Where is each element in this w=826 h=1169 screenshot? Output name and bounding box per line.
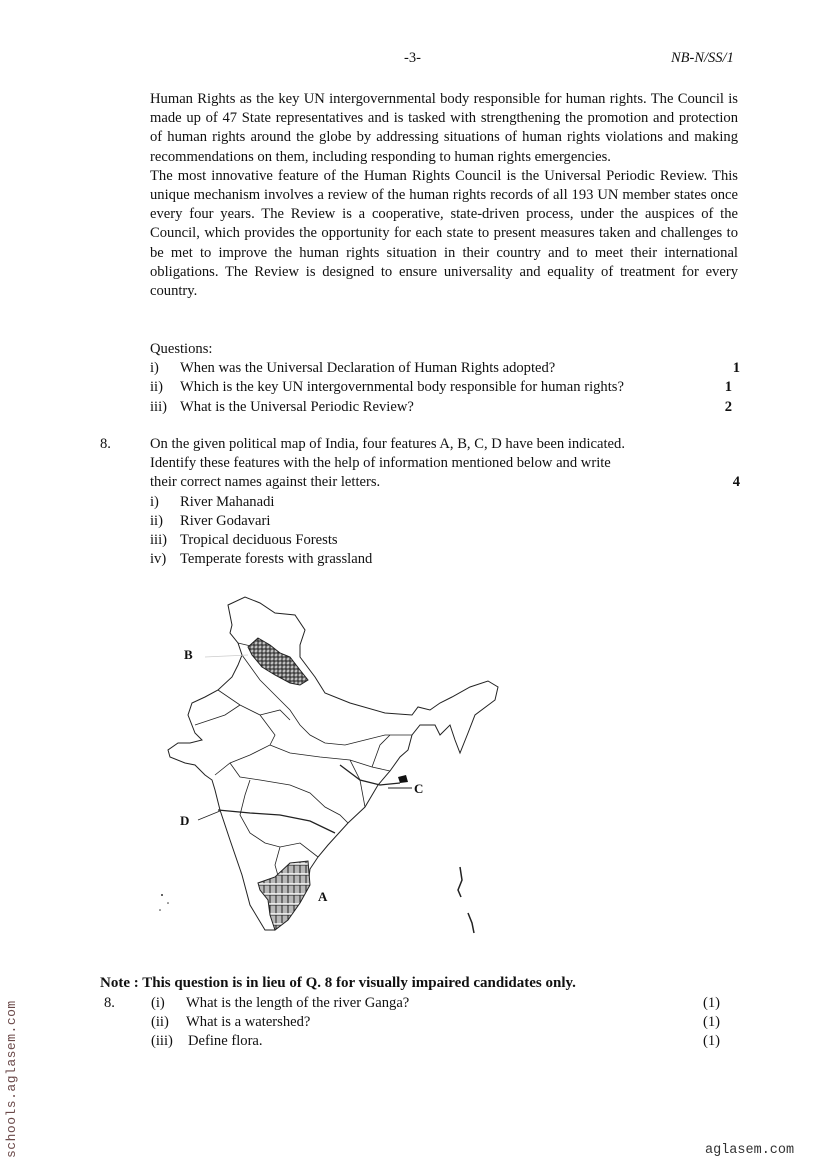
andaman-islands — [458, 867, 474, 933]
side-watermark: schools.aglasem.com — [4, 1000, 19, 1158]
feature-number: i) — [150, 493, 159, 510]
footer-watermark: aglasem.com — [705, 1143, 795, 1158]
india-outline — [168, 597, 498, 930]
vi-item-marks: (1) — [702, 1033, 720, 1050]
feature-number: iii) — [150, 532, 168, 549]
passage-paragraph-1: Human Rights as the key UN intergovernmental body responsible for human rights. The Council is made up of 47 State representatives and is tasked with strengthening the promotion and protection of human rights around the globe by addressing situations of human rights violations and making recommendations on them, including responding to human rights emergencies. — [150, 91, 738, 165]
questions-heading: Questions: — [150, 341, 213, 357]
leader-d — [198, 811, 220, 820]
vi-question-item — [100, 1032, 720, 1051]
q8-line-2: Identify these features with the help of information mentioned below and write — [150, 455, 611, 472]
question-number: ii) — [150, 379, 163, 396]
note-label: Note : — [100, 975, 139, 991]
river-c — [340, 765, 400, 785]
feature-text: River Mahanadi — [180, 493, 275, 510]
question-text: What is the Universal Periodic Review? — [180, 398, 414, 415]
question-item — [150, 378, 740, 397]
question-item — [150, 398, 740, 417]
region-a-tropical — [258, 861, 310, 930]
feature-item — [150, 531, 740, 550]
feature-number: iv) — [150, 551, 167, 568]
vi-item-text: Define flora. — [188, 1033, 263, 1050]
passage-questions — [150, 340, 740, 417]
question-marks: 2 — [724, 398, 732, 415]
vi-item-marks: (1) — [702, 1014, 720, 1031]
vi-item-number: (i) — [151, 995, 165, 1011]
feature-item — [150, 493, 740, 512]
vi-item-text: What is the length of the river Ganga? — [186, 995, 410, 1011]
map-label-d: D — [180, 813, 190, 828]
river-d — [218, 810, 335, 833]
feature-text: Temperate forests with grassland — [180, 551, 373, 568]
lakshadweep-islands — [161, 894, 163, 896]
vi-question-item — [100, 1013, 720, 1032]
paper-code: NB-N/SS/1 — [671, 50, 734, 66]
river-c-delta — [398, 775, 408, 783]
note — [100, 975, 720, 992]
passage — [150, 90, 738, 301]
question-marks: 1 — [724, 379, 732, 396]
feature-text: Tropical deciduous Forests — [180, 532, 338, 549]
feature-item — [150, 550, 740, 569]
question-number: i) — [150, 360, 159, 377]
q8-line-1: On the given political map of India, four features A, B, C, D have been indicated. — [150, 436, 625, 452]
feature-item — [150, 512, 740, 531]
passage-paragraph-2: The most innovative feature of the Human Rights Council is the Universal Periodic Review. This unique mechanism involves a review of the human rights records of all 193 UN member states once every four years. The Review is a cooperative, state-driven process, under the auspices of the Council, which provides the opportunity for each state to present measures taken and challenges to be met to improve the human rights situation in their country and to meet their international obligations. The Review is designed to ensure universality and equality of treatment for every country. — [150, 167, 738, 300]
feature-text: River Godavari — [180, 512, 271, 529]
question-8 — [100, 435, 740, 569]
vi-question-item — [100, 994, 720, 1013]
question-item — [150, 359, 740, 378]
question-marks: 1 — [732, 360, 740, 377]
q8-line-3: their correct names against their letters. — [150, 474, 381, 491]
question-number: iii) — [150, 398, 168, 415]
question-8-number: 8. — [100, 436, 111, 452]
region-b-temperate — [248, 638, 308, 685]
vi-item-number: (ii) — [151, 1014, 169, 1031]
vi-item-text: What is a watershed? — [186, 1014, 311, 1031]
vi-question-number: 8. — [104, 995, 115, 1011]
note-text: This question is in lieu of Q. 8 for visually impaired candidates only. — [142, 975, 576, 991]
vi-item-marks: (1) — [702, 995, 720, 1011]
question-text: Which is the key UN intergovernmental body responsible for human rights? — [180, 379, 624, 396]
question-text: When was the Universal Declaration of Human Rights adopted? — [180, 360, 556, 377]
q8-marks: 4 — [732, 474, 740, 491]
question-8-visually-impaired — [100, 994, 720, 1052]
map-label-c: C — [414, 781, 424, 796]
india-political-map — [150, 585, 530, 955]
vi-item-number: (iii) — [151, 1033, 173, 1050]
map-label-b: B — [184, 647, 193, 662]
page-number: -3- — [404, 50, 421, 66]
map-label-a: A — [318, 889, 328, 904]
feature-number: ii) — [150, 512, 163, 529]
